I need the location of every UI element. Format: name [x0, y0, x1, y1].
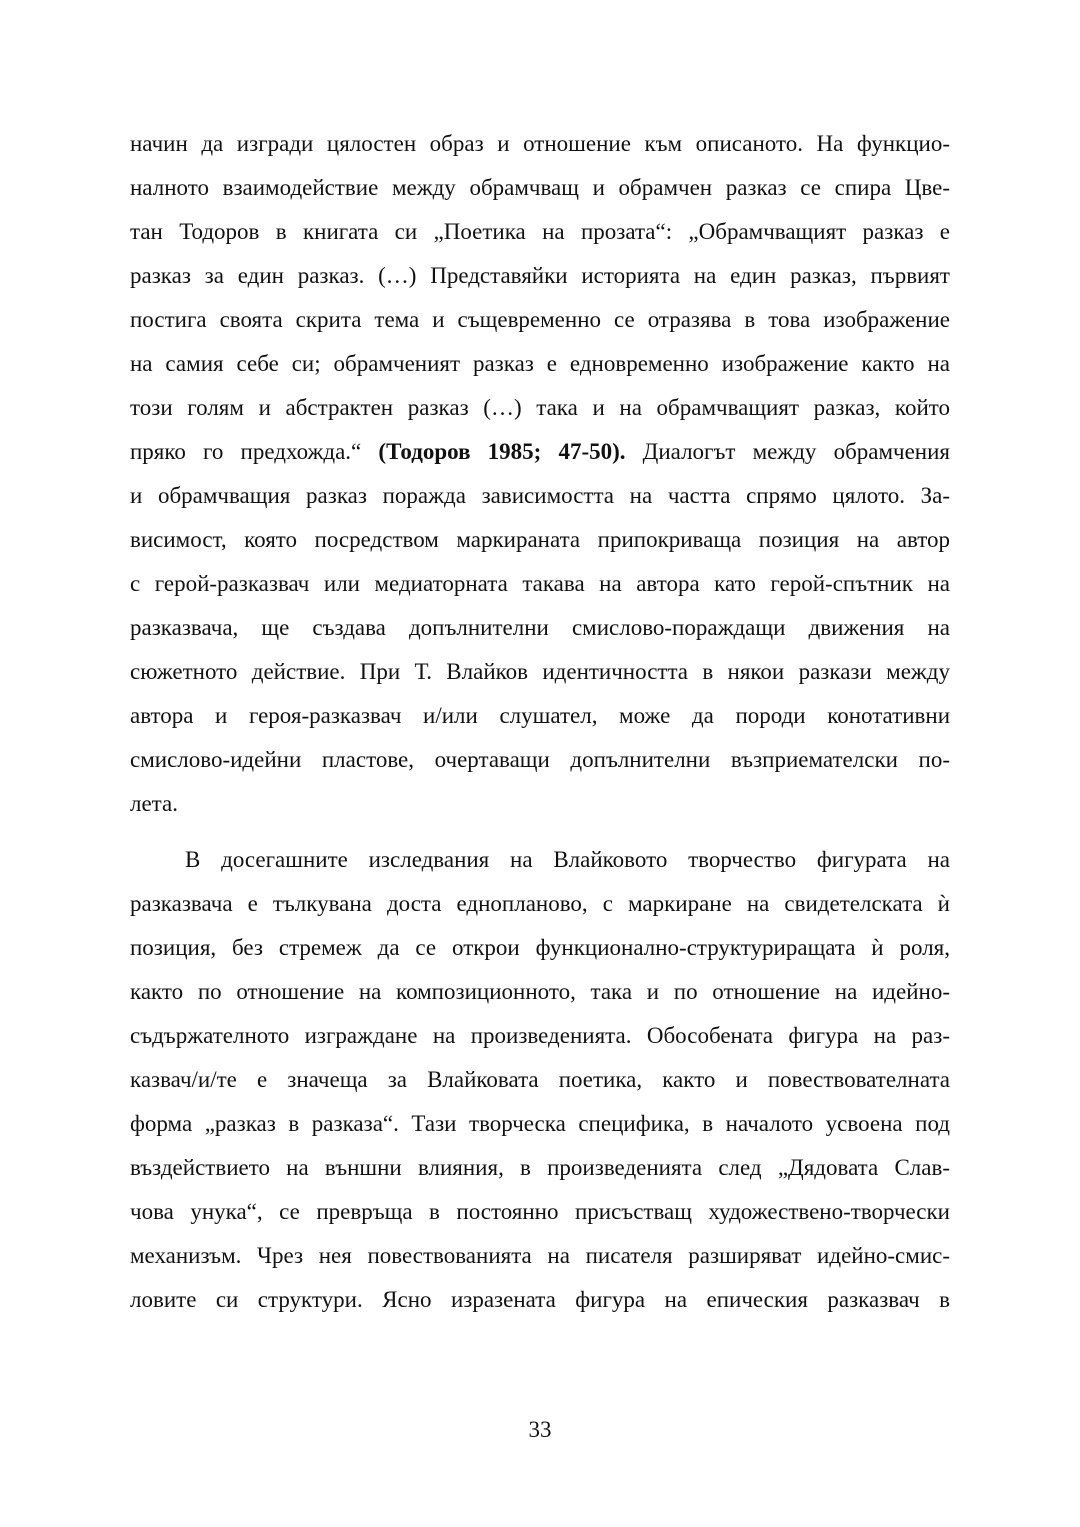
- text-segment: Диалогът между обрамчения: [625, 439, 950, 464]
- text-line: казвач/и/те е значеща за Влайковата поетика, както и повествователната: [130, 1067, 950, 1092]
- text-line: тан Тодоров в книгата си „Поетика на прозата“: „Обрамчващият разказ е: [130, 219, 950, 244]
- text-line: както по отношение на композиционното, така и по отношение на идейно-: [130, 979, 950, 1004]
- text-line: смислово-идейни пластове, очертаващи допълнителни възприемателски по-: [130, 747, 950, 772]
- text-line: форма „разказ в разказа“. Тази творческа специфика, в началото усвоена под: [130, 1111, 950, 1136]
- text-line: разказвача е тълкувана доста еднопланово, с маркиране на свидетелската ѝ: [130, 891, 950, 916]
- paragraph-1: [130, 122, 950, 826]
- text-line: и обрамчващия разказ поражда зависимостта на частта спрямо цялото. За-: [130, 483, 950, 508]
- text-line: съдържателното изграждане на произведенията. Обособената фигура на раз-: [130, 1023, 950, 1048]
- text-line: механизъм. Чрез нея повествованията на писателя разширяват идейно-смис-: [130, 1243, 950, 1268]
- text-line: лета.: [130, 791, 178, 816]
- text-line: този голям и абстрактен разказ (…) така и на обрамчващият разказ, който: [130, 395, 950, 420]
- text-line: на самия себе си; обрамченият разказ е едновременно изображение както на: [130, 351, 950, 376]
- text-line: позиция, без стремеж да се открои функционално-структуриращата ѝ роля,: [130, 935, 950, 960]
- text-line: с герой-разказвач или медиаторната такава на автора като герой-спътник на: [130, 571, 950, 596]
- text-line: В досегашните изследвания на Влайковото творчество фигурата на: [185, 847, 950, 872]
- text-line: постига своята скрита тема и същевременно се отразява в това изображение: [130, 307, 950, 332]
- text-line: разказвача, ще създава допълнителни смислово-пораждащи движения на: [130, 615, 950, 640]
- text-segment: пряко го предхожда.“: [130, 439, 379, 464]
- text-line: висимост, която посредством маркираната припокриваща позиция на автор: [130, 527, 950, 552]
- text-line: начин да изгради цялостен образ и отношение към описаното. На функцио-: [130, 131, 950, 156]
- text-line: ловите си структури. Ясно изразената фигура на епическия разказвач в: [130, 1287, 950, 1312]
- text-line: въздействието на външни влияния, в произведенията след „Дядовата Слав-: [130, 1155, 950, 1180]
- bibliographic-citation: (Тодоров 1985; 47-50).: [378, 439, 626, 464]
- text-line: автора и героя-разказвач и/или слушател, може да породи конотативни: [130, 703, 950, 728]
- page-number: 33: [528, 1417, 552, 1442]
- text-line: налното взаимодействие между обрамчващ и обрамчен разказ се спира Цве-: [130, 175, 950, 200]
- text-line: чова унука“, се превръща в постоянно присъстващ художествено-творчески: [130, 1199, 950, 1224]
- text-line: сюжетното действие. При Т. Влайков идентичността в някои разкази между: [130, 659, 950, 684]
- paragraph-2: [130, 838, 950, 1322]
- text-line: разказ за един разказ. (…) Представяйки историята на един разказ, първият: [130, 263, 950, 288]
- text-line-with-citation: [130, 430, 950, 474]
